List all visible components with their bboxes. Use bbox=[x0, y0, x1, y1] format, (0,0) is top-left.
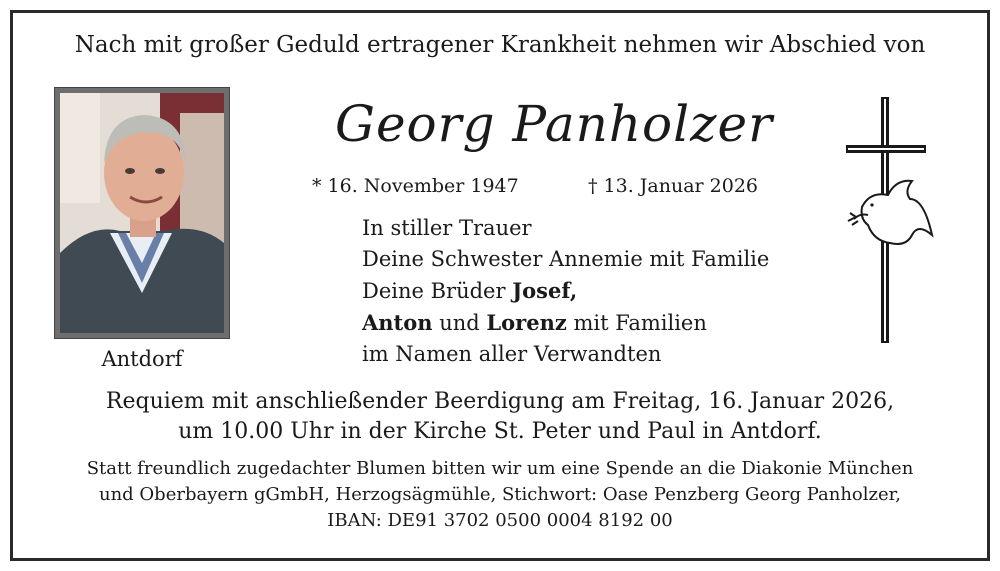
mourners-line: im Namen aller Verwandten bbox=[362, 342, 662, 366]
mourners-line: Deine Brüder Josef, bbox=[362, 278, 578, 303]
donation-line: und Oberbayern gGmbH, Herzogsägmühle, Stichwort: Oase Penzberg Georg Panholzer, bbox=[98, 484, 902, 505]
cross-icon bbox=[840, 95, 940, 345]
mourners-line: In stiller Trauer bbox=[362, 216, 532, 240]
requiem-line: Requiem mit anschließender Beerdigung am Freitag, 16. Januar 2026, bbox=[105, 389, 895, 414]
requiem-line: um 10.00 Uhr in der Kirche St. Peter und Paul in Antdorf. bbox=[178, 419, 822, 444]
mourners-line: Deine Schwester Annemie mit Familie bbox=[362, 247, 770, 271]
donation-iban: IBAN: DE91 3702 0500 0004 8192 00 bbox=[327, 510, 673, 531]
death-date: † 13. Januar 2026 bbox=[588, 175, 759, 197]
dove-icon bbox=[848, 181, 932, 244]
birth-date: * 16. November 1947 bbox=[312, 175, 519, 197]
deceased-name: Georg Panholzer bbox=[335, 95, 773, 153]
portrait-photo bbox=[54, 87, 230, 339]
mourners-list bbox=[362, 213, 769, 370]
place-name: Antdorf bbox=[101, 347, 183, 371]
mourners-line: Anton und Lorenz mit Familien bbox=[362, 310, 707, 335]
donation-line: Statt freundlich zugedachter Blumen bitten wir um eine Spende an die Diakonie München bbox=[86, 458, 914, 479]
intro-text: Nach mit großer Geduld ertragener Krankheit nehmen wir Abschied von bbox=[74, 32, 926, 58]
